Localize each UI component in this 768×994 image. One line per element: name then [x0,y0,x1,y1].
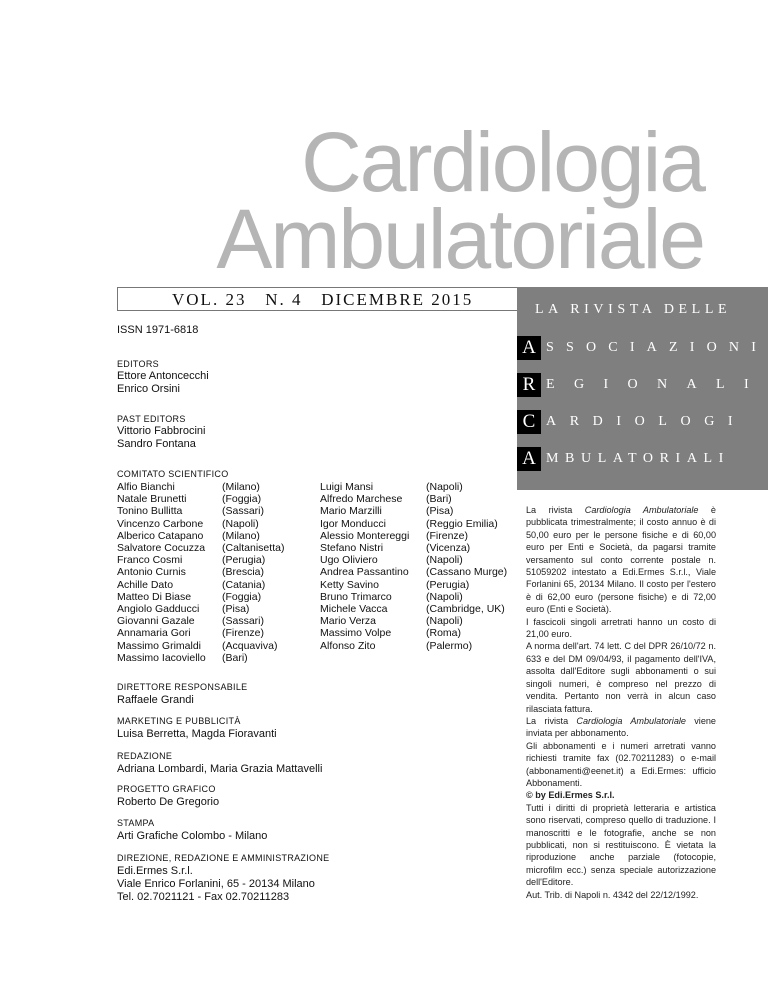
comitato-left-names [117,481,206,664]
progetto-label: PROGETTO GRAFICO [117,784,216,794]
committee-member-city: (Cassano Murge) [426,566,508,579]
comitato-left-cities [222,481,284,664]
committee-member-name: Alessio Montereggi [320,529,410,542]
committee-member-city: (Napoli) [426,554,463,567]
committee-member-city: (Reggio Emilia) [426,517,498,530]
issn: ISSN 1971-6818 [117,324,199,336]
info-paragraph: I fascicoli singoli arretrati hanno un costo di 21,00 euro. [526,616,716,640]
info-text: è pubblicata trimestralmente; il costo annuo è di 50,00 euro per le persone fisiche e di 60,00 euro per Enti e Società, da pagarsi tramite versamento sul conto corrente postale n. 51059202 intestato a Edi.Ermes S.r.l., Viale Forlanini 65, 20134 Milano. Il costo per l'estero è di 62,00 euro (persone fisiche) e di 72,00 euro (Enti e Società). [526,505,716,615]
journal-name-italic: Cardiologia Ambulatoriale [576,715,686,726]
acronym-rest: SSOCIAZIONI [546,340,768,355]
committee-member-city: (Milano) [222,481,260,493]
marketing-names: Luisa Berretta, Magda Fioravanti [117,728,277,740]
past-editor-name: Sandro Fontana [117,438,196,450]
stampa-label: STAMPA [117,818,155,828]
direttore-name: Raffaele Grandi [117,694,194,706]
journal-title-line2: Ambulatoriale [216,192,704,286]
acronym-initial: C [517,410,541,434]
committee-member-city: (Sassari) [222,505,265,518]
committee-member-city: (Napoli) [426,615,463,628]
committee-member-name: Luigi Mansi [320,481,374,493]
committee-member-name: Achille Dato [117,578,174,591]
journal-name-italic: Cardiologia Ambulatoriale [584,505,699,515]
committee-member-city: (Sassari) [222,615,265,628]
committee-member-name: Vincenzo Carbone [117,517,204,530]
committee-member-city: (Firenze) [426,529,469,542]
acronym-initial: A [517,447,541,471]
committee-member-city: (Acquaviva) [222,639,278,652]
committee-member-city: (Bari) [426,493,452,506]
progetto-name: Roberto De Gregorio [117,796,220,808]
marketing-label: MARKETING E PUBBLICITÀ [117,716,241,726]
committee-member-name: Alberico Catapano [117,529,204,542]
committee-member-city: (Cambridge, UK) [426,603,505,616]
info-text: La rivista [526,715,577,726]
publisher-address: Viale Enrico Forlanini, 65 - 20134 Milano [117,878,315,890]
committee-member-city: (Napoli) [222,517,259,530]
committee-member-city: (Brescia) [222,566,265,579]
committee-member-name: Andrea Passantino [320,566,409,579]
info-paragraph [526,715,716,740]
committee-member-city: (Pisa) [222,603,250,616]
committee-member-name: Tonino Bullitta [117,505,183,518]
comitato-right-names [320,481,409,652]
committee-member-name: Massimo Volpe [320,627,392,640]
journal-title-line1: Cardiologia [301,115,704,209]
committee-member-city: (Perugia) [426,578,470,591]
issue-info: VOL. 23 N. 4 DICEMBRE 2015 [172,290,474,309]
direzione-label: DIREZIONE, REDAZIONE E AMMINISTRAZIONE [117,853,330,863]
stampa-name: Arti Grafiche Colombo - Milano [117,830,268,842]
committee-member-city: (Palermo) [426,639,473,652]
committee-member-city: (Pisa) [426,505,454,518]
committee-member-name: Igor Monducci [320,517,386,530]
committee-member-name: Ketty Savino [320,578,379,591]
editor-name: Enrico Orsini [117,383,180,395]
info-text: La rivista [526,505,585,515]
committee-member-name: Stefano Nistri [320,542,384,555]
committee-member-name: Massimo Iacoviello [117,651,206,664]
editor-name: Ettore Antoncecchi [117,370,209,382]
direttore-label: DIRETTORE RESPONSABILE [117,682,248,692]
committee-member-name: Mario Marzilli [320,505,382,518]
info-text: viene inviata per abbonamento. [526,715,716,739]
redazione-label: REDAZIONE [117,751,173,761]
tagline: LA RIVISTA DELLE [535,302,732,317]
committee-member-city: (Bari) [222,651,248,664]
committee-member-name: Bruno Trimarco [320,590,392,603]
acronym-rest: ARDIOLOGI [546,414,747,429]
committee-member-name: Natale Brunetti [117,493,187,506]
committee-member-city: (Foggia) [222,590,262,603]
acronym-initial: R [517,373,541,397]
committee-member-name: Massimo Grimaldi [117,639,202,652]
committee-member-city: (Perugia) [222,554,266,567]
committee-member-name: Angiolo Gadducci [117,603,200,616]
past-editor-name: Vittorio Fabbrocini [117,425,206,437]
committee-member-city: (Roma) [426,627,462,640]
committee-member-city: (Vicenza) [426,542,471,555]
committee-member-name: Annamaria Gori [117,627,191,640]
redazione-names: Adriana Lombardi, Maria Grazia Mattavelli [117,763,323,775]
committee-member-city: (Foggia) [222,493,262,506]
publisher-phone: Tel. 02.7021121 - Fax 02.70211283 [117,891,290,903]
committee-member-name: Alfio Bianchi [117,481,175,493]
committee-member-name: Alfonso Zito [320,639,376,652]
comitato-label: COMITATO SCIENTIFICO [117,469,229,479]
info-paragraph: Aut. Trib. di Napoli n. 4342 del 22/12/1992. [526,889,699,900]
info-paragraph: A norma dell'art. 74 lett. C del DPR 26/10/72 n. 633 e del DM 09/04/93, il pagamento dell'IVA, assolta dall'Editore sugli abbonamenti o sui singoli numeri, è compreso nel prezzo di vendita. Pertanto non verrà in alcun caso rilasciata fattura. [526,641,716,714]
committee-member-city: (Milano) [222,529,260,542]
info-paragraph [526,504,716,616]
acronym-initial: A [517,336,541,360]
committee-member-city: (Napoli) [426,481,463,493]
committee-member-city: (Caltanisetta) [222,542,285,555]
publisher-name: Edi.Ermes S.r.l. [117,865,193,877]
committee-member-name: Ugo Oliviero [320,554,378,567]
committee-member-city: (Firenze) [222,627,265,640]
committee-member-city: (Napoli) [426,590,463,603]
copyright: © by Edi.Ermes S.r.l. [526,790,615,801]
committee-member-name: Salvatore Cocuzza [117,542,206,555]
comitato-right-cities [426,481,507,652]
committee-member-name: Franco Cosmi [117,554,183,567]
past-editors-label: PAST EDITORS [117,414,186,424]
subscription-info [526,504,716,901]
info-paragraph: Tutti i diritti di proprietà letteraria e artistica sono riservati, compreso quello di traduzione. I manoscritti e le fotografie, anche se non pubblicati, non si restituiscono. È vietata la riproduzione anche parziale (fotocopie, microfilm ecc.) senza speciale autorizzazione dell'Editore. [526,802,716,888]
committee-member-city: (Catania) [222,578,266,591]
committee-member-name: Matteo Di Biase [117,590,192,603]
committee-member-name: Giovanni Gazale [117,615,195,628]
editors-label: EDITORS [117,359,159,369]
committee-member-name: Antonio Curnis [117,566,186,579]
info-paragraph: Gli abbonamenti e i numeri arretrati vanno richiesti tramite fax (02.70211283) o e-mail (abbonamenti@eenet.it) a Edi.Ermes: ufficio Abbonamenti. [526,740,716,788]
acronym-rest: MBULATORIALI [546,451,730,466]
committee-member-name: Alfredo Marchese [320,493,403,506]
committee-member-name: Michele Vacca [320,603,388,616]
acronym-rest: EGIONALI [546,377,768,392]
committee-member-name: Mario Verza [320,615,377,628]
